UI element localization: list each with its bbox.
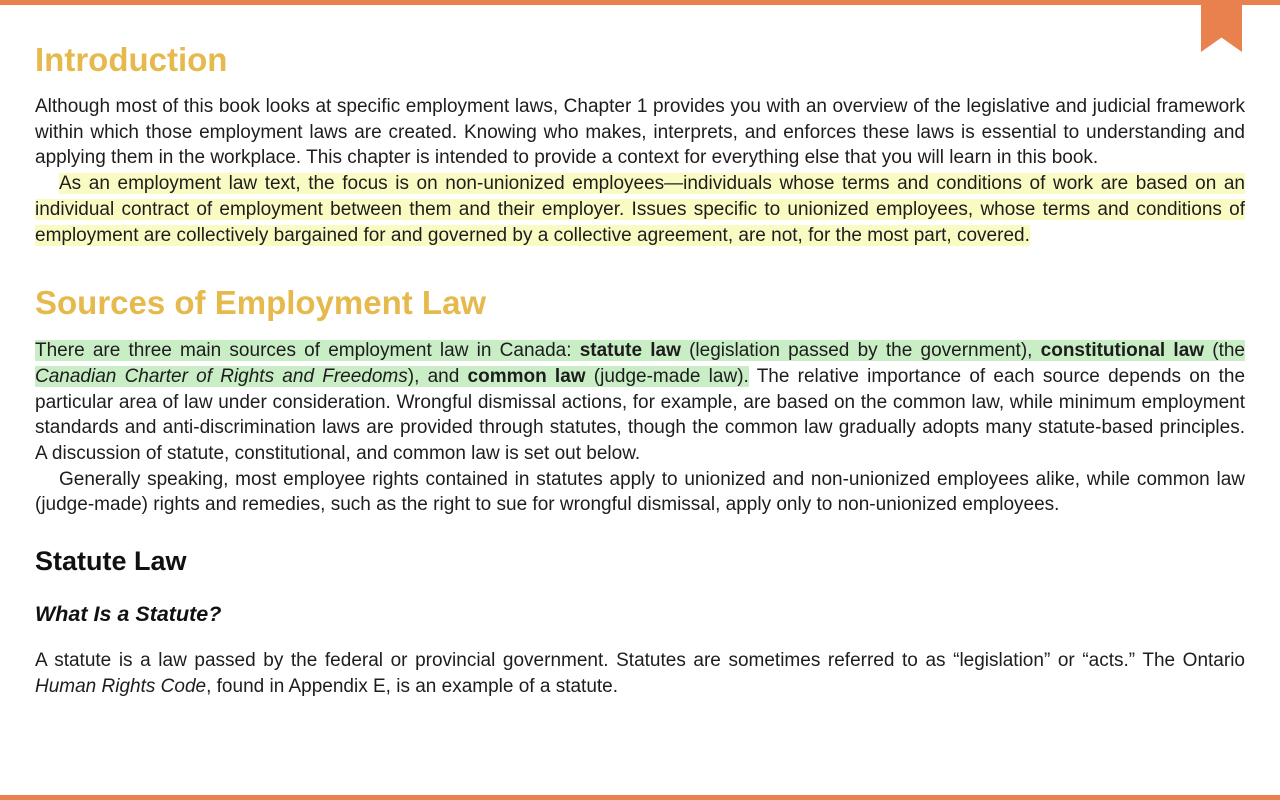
intro-paragraph-2-highlighted (35, 171, 1245, 248)
text-run: ), and (407, 365, 468, 387)
page-content (35, 0, 1245, 700)
text-run: Although most of this book looks at specific employment laws, Chapter 1 provides you with an overview of the legislative and judicial framework within which those employment laws are created. Knowing who makes, interprets, and enforces these laws is essential to understanding and applying them in the workplace. This chapter is intended to provide a context for everything else that you will learn in this book. (35, 96, 1245, 169)
text-run: common law (467, 365, 586, 387)
text-run: Generally speaking, most employee rights contained in statutes apply to unionized and non-unionized employees alike, while common law (judge-made) rights and remedies, such as the right to sue for wrongful dismissal, apply only to non-unionized employees. (35, 468, 1245, 516)
text-run: The relative importance of each source depends on the particular area of law under consideration. Wrongful dismissal actions, for example, are based on the common law, while minimum employment standards and anti-discrimination laws are provided through statutes, though the common law gradually adopts many statute-based principles. A discussion of statute, constitutional, and common law is set out below. (35, 365, 1246, 465)
text-run: statute law (579, 340, 681, 362)
heading-introduction: Introduction (35, 41, 228, 78)
sources-paragraph-2 (35, 467, 1245, 518)
text-run: Canadian Charter of Rights and Freedoms (35, 365, 408, 387)
text-run: As an employment law text, the focus is on non-unionized employees—individuals whose terms and conditions of work are based on an individual contract of employment between them and their employer. Issues specific to unionized employees, whose terms and conditions of employment are collectively bargained for and governed by a collective agreement, are not, for the most part, covered. (35, 173, 1245, 246)
subheading-what-is-a-statute: What Is a Statute? (35, 602, 222, 627)
text-run: (the (1204, 340, 1245, 362)
heading-sources-of-employment-law: Sources of Employment Law (35, 284, 487, 322)
text-run: , found in Appendix E, is an example of a statute. (206, 675, 619, 697)
bottom-edge-bar (0, 795, 1280, 800)
text-run: A statute is a law passed by the federal or provincial government. Statutes are sometimes referred to as “legislation” or “acts.” The Ontario (35, 650, 1245, 672)
heading-statute-law: Statute Law (35, 546, 187, 577)
intro-paragraph-1 (35, 94, 1245, 171)
text-run: Human Rights Code (35, 675, 207, 697)
text-run: constitutional law (1040, 340, 1205, 362)
text-run: (legislation passed by the government), (680, 340, 1041, 362)
sources-paragraph-1 (35, 338, 1245, 467)
statute-paragraph-1 (35, 648, 1245, 699)
text-run: There are three main sources of employment law in Canada: (35, 340, 580, 362)
text-run: (judge-made law). (585, 365, 749, 387)
